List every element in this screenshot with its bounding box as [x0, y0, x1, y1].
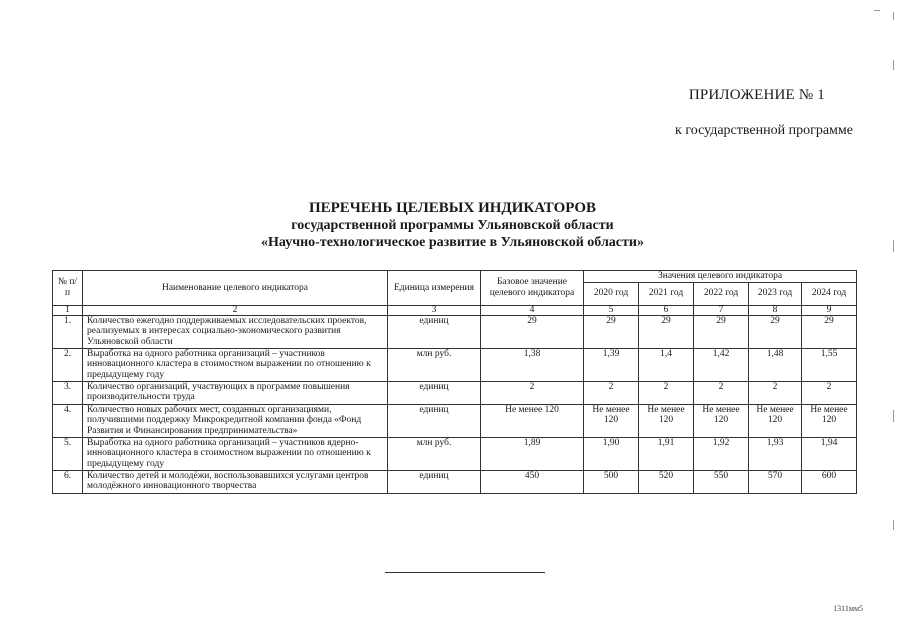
table-row [53, 315, 857, 348]
row-name: Количество новых рабочих мест, созданных организациями, получившими поддержку Микрокредитной компании фонда «Фонд Развития и Финансирования предпринимательства» [83, 404, 388, 437]
col-number: 4 [481, 305, 584, 315]
row-base: 1,38 [481, 348, 584, 381]
row-num: 5. [53, 437, 83, 470]
row-value: 2 [584, 381, 639, 404]
header-base: Базовое значение целевого индикатора [481, 271, 584, 306]
row-value: 1,93 [749, 437, 802, 470]
row-value: 29 [749, 315, 802, 348]
row-base: Не менее 120 [481, 404, 584, 437]
row-value: 1,92 [694, 437, 749, 470]
row-unit: единиц [388, 381, 481, 404]
header-year: 2022 год [694, 282, 749, 305]
row-name: Выработка на одного работника организаций – участников инновационного кластера в стоимостном выражении по отношению к предыдущему году [83, 348, 388, 381]
header-values-group: Значения целевого индикатора [584, 271, 857, 283]
col-number: 5 [584, 305, 639, 315]
scan-mark [874, 10, 880, 11]
col-number: 9 [802, 305, 857, 315]
column-numbers-row [53, 305, 857, 315]
row-base: 450 [481, 470, 584, 493]
table-row [53, 381, 857, 404]
document-heading [0, 200, 905, 251]
table-row [53, 348, 857, 381]
header-name: Наименование целевого индикатора [83, 271, 388, 306]
col-number: 7 [694, 305, 749, 315]
row-value: Не менее 120 [749, 404, 802, 437]
row-value: 29 [639, 315, 694, 348]
row-unit: единиц [388, 315, 481, 348]
row-value: 1,4 [639, 348, 694, 381]
header-year: 2021 год [639, 282, 694, 305]
scan-mark [893, 60, 894, 70]
row-value: 1,39 [584, 348, 639, 381]
col-number: 3 [388, 305, 481, 315]
row-value: 2 [694, 381, 749, 404]
row-value: 2 [749, 381, 802, 404]
row-value: 500 [584, 470, 639, 493]
row-unit: млн руб. [388, 437, 481, 470]
header-year: 2023 год [749, 282, 802, 305]
row-num: 6. [53, 470, 83, 493]
header-num: № п/п [53, 271, 83, 306]
row-value: Не менее 120 [694, 404, 749, 437]
row-value: 550 [694, 470, 749, 493]
row-name: Количество детей и молодёжи, воспользовавшихся услугами центров молодёжного инновационного творчества [83, 470, 388, 493]
scan-mark [893, 240, 894, 252]
row-name: Количество организаций, участвующих в программе повышения производительности труда [83, 381, 388, 404]
heading-line-2: государственной программы Ульяновской области [291, 218, 614, 233]
row-value: Не менее 120 [584, 404, 639, 437]
row-value: 29 [694, 315, 749, 348]
scan-mark [893, 410, 894, 422]
table-row [53, 470, 857, 493]
row-value: Не менее 120 [639, 404, 694, 437]
row-value: 1,55 [802, 348, 857, 381]
row-value: 2 [639, 381, 694, 404]
header-year: 2020 год [584, 282, 639, 305]
row-value: 1,42 [694, 348, 749, 381]
row-value: 600 [802, 470, 857, 493]
heading-line-1: ПЕРЕЧЕНЬ ЦЕЛЕВЫХ ИНДИКАТОРОВ [308, 200, 597, 216]
row-value: 1,90 [584, 437, 639, 470]
scan-mark [893, 12, 894, 20]
heading-line-3: «Научно-технологическое развитие в Ульяновской области» [261, 235, 644, 250]
row-name: Выработка на одного работника организаций – участников ядерно-инновационного кластера в стоимостном выражении по отношению к предыдущему году [83, 437, 388, 470]
header-unit: Единица измерения [388, 271, 481, 306]
row-value: 1,48 [749, 348, 802, 381]
row-unit: единиц [388, 404, 481, 437]
row-name: Количество ежегодно поддерживаемых исследовательских проектов, реализуемых в интересах социально-экономического развития Ульяновской области [83, 315, 388, 348]
indicators-table [52, 270, 857, 494]
row-value: 29 [802, 315, 857, 348]
header-year: 2024 год [802, 282, 857, 305]
row-base: 1,89 [481, 437, 584, 470]
table-row [53, 437, 857, 470]
appendix-title: ПРИЛОЖЕНИЕ № 1 [688, 87, 825, 103]
table-row [53, 404, 857, 437]
row-num: 1. [53, 315, 83, 348]
row-value: Не менее 120 [802, 404, 857, 437]
row-num: 4. [53, 404, 83, 437]
appendix-subtitle: к государственной программе [675, 123, 853, 138]
col-number: 2 [83, 305, 388, 315]
row-num: 2. [53, 348, 83, 381]
row-base: 2 [481, 381, 584, 404]
row-value: 520 [639, 470, 694, 493]
row-unit: млн руб. [388, 348, 481, 381]
row-num: 3. [53, 381, 83, 404]
row-value: 29 [584, 315, 639, 348]
row-value: 2 [802, 381, 857, 404]
footer-code: 1311мм5 [833, 604, 863, 613]
row-value: 1,94 [802, 437, 857, 470]
row-value: 570 [749, 470, 802, 493]
col-number: 1 [53, 305, 83, 315]
col-number: 6 [639, 305, 694, 315]
row-value: 1,91 [639, 437, 694, 470]
col-number: 8 [749, 305, 802, 315]
row-base: 29 [481, 315, 584, 348]
scan-mark [893, 520, 894, 530]
row-unit: единиц [388, 470, 481, 493]
footer-divider [385, 572, 545, 573]
